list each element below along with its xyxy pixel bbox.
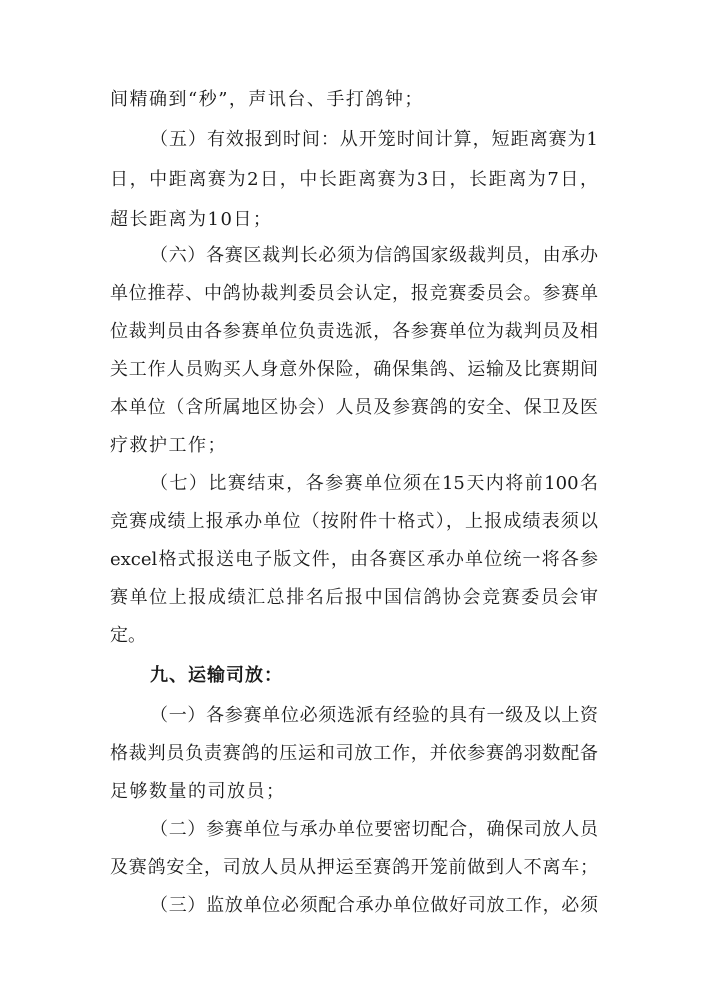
text-line: 本单位（含所属地区协会）人员及参赛鸽的安全、保卫及医	[110, 397, 598, 418]
text-line: （三）监放单位必须配合承办单位做好司放工作，必须	[150, 895, 598, 916]
text-line: 间精确到“秒”，声讯台、手打鸽钟；	[110, 89, 424, 110]
text-line: 位裁判员由各参赛单位负责选派，各参赛单位为裁判员及相	[110, 321, 598, 342]
text-line: 疗救护工作；	[110, 435, 227, 456]
text-line: 单位推荐、中鸽协裁判委员会认定，报竞赛委员会。参赛单	[110, 283, 598, 304]
text-line: 日，中距离赛为2日，中长距离赛为3日，长距离为7日，	[110, 169, 598, 190]
text-line: （六）各赛区裁判长必须为信鸽国家级裁判员，由承办	[150, 245, 598, 266]
text-line: （一）各参赛单位必须选派有经验的具有一级及以上资	[150, 705, 598, 726]
text-line: 定。	[110, 625, 146, 646]
text-line: 赛单位上报成绩汇总排名后报中国信鸽协会竞赛委员会审	[110, 587, 598, 608]
text-line: 格裁判员负责赛鸽的压运和司放工作，并依参赛鸽羽数配备	[110, 743, 598, 764]
text-line: 竞赛成绩上报承办单位（按附件十格式），上报成绩表须以	[110, 511, 598, 532]
text-line: excel格式报送电子版文件，由各赛区承办单位统一将各参	[110, 549, 598, 570]
text-line: 及赛鸽安全，司放人员从押运至赛鸽开笼前做到人不离车；	[110, 857, 598, 878]
text-line: 超长距离为10日；	[110, 209, 273, 230]
text-line: （七）比赛结束，各参赛单位须在15天内将前100名	[150, 473, 598, 494]
text-line: 足够数量的司放员；	[110, 781, 286, 802]
text-line: （二）参赛单位与承办单位要密切配合，确保司放人员	[150, 819, 598, 840]
section-heading: 九、运输司放：	[150, 665, 283, 686]
text-line: （五）有效报到时间：从开笼时间计算，短距离赛为1	[150, 129, 598, 150]
text-line: 关工作人员购买人身意外保险，确保集鸽、运输及比赛期间	[110, 359, 598, 380]
